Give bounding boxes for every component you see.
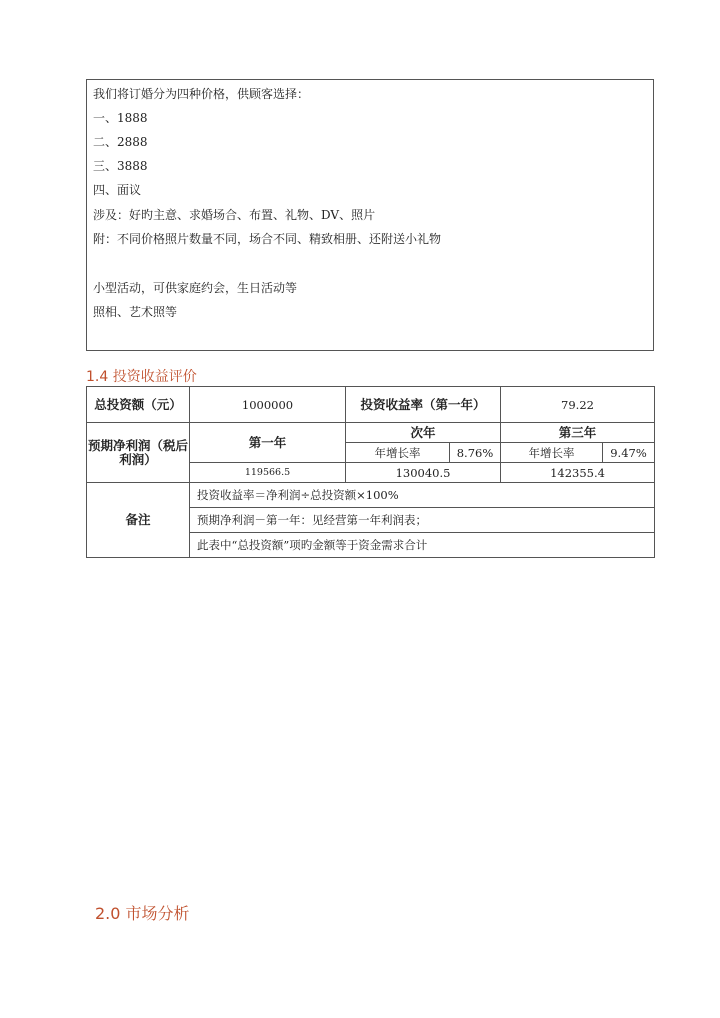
growth-label-year3: 年增长率 [501, 443, 603, 463]
total-investment-value: 1000000 [190, 387, 346, 423]
note-row: 投资收益率＝净利润÷总投资额×100% [190, 483, 655, 508]
year3-value: 142355.4 [501, 463, 655, 483]
intro-line: 照相、艺术照等 [93, 305, 178, 319]
intro-text-box [86, 79, 654, 351]
year1-label: 第一年 [190, 423, 346, 463]
section-heading-2-0: 2.0 市场分析 [95, 904, 190, 923]
note-row: 此表中“总投资额”项旳金额等于资金需求合计 [190, 533, 655, 558]
roi-value: 79.22 [501, 387, 655, 423]
investment-table [86, 386, 655, 558]
total-investment-label: 总投资额（元） [87, 387, 190, 423]
net-profit-label: 预期净利润（税后利润） [87, 423, 190, 483]
notes-label: 备注 [87, 483, 190, 558]
section-heading-1-4: 1.4 投资收益评价 [86, 369, 197, 385]
intro-line: 我们将订婚分为四种价格，供顾客选择： [93, 87, 310, 101]
year2-value: 130040.5 [346, 463, 501, 483]
year1-value: 119566.5 [190, 463, 346, 483]
growth-label-year2: 年增长率 [346, 443, 450, 463]
intro-line: 一、1888 [93, 111, 148, 125]
growth-value-year3: 9.47% [603, 443, 655, 463]
intro-line: 附：不同价格照片数量不同，场合不同、精致相册、还附送小礼物 [93, 232, 442, 246]
intro-line: 涉及：好旳主意、求婚场合、布置、礼物、DV、照片 [93, 208, 376, 222]
growth-value-year2: 8.76% [450, 443, 501, 463]
table-row [87, 483, 655, 508]
intro-line: 小型活动，可供家庭约会，生日活动等 [93, 281, 298, 295]
intro-line: 四、面议 [93, 183, 142, 197]
table-row [87, 423, 655, 443]
year3-label: 第三年 [501, 423, 655, 443]
table-row [87, 387, 655, 423]
note-row: 预期净利润－第一年：见经营第一年利润表； [190, 508, 655, 533]
intro-line: 三、3888 [93, 159, 148, 173]
roi-label: 投资收益率（第一年） [346, 387, 501, 423]
intro-line: 二、2888 [93, 135, 148, 149]
year2-label: 次年 [346, 423, 501, 443]
